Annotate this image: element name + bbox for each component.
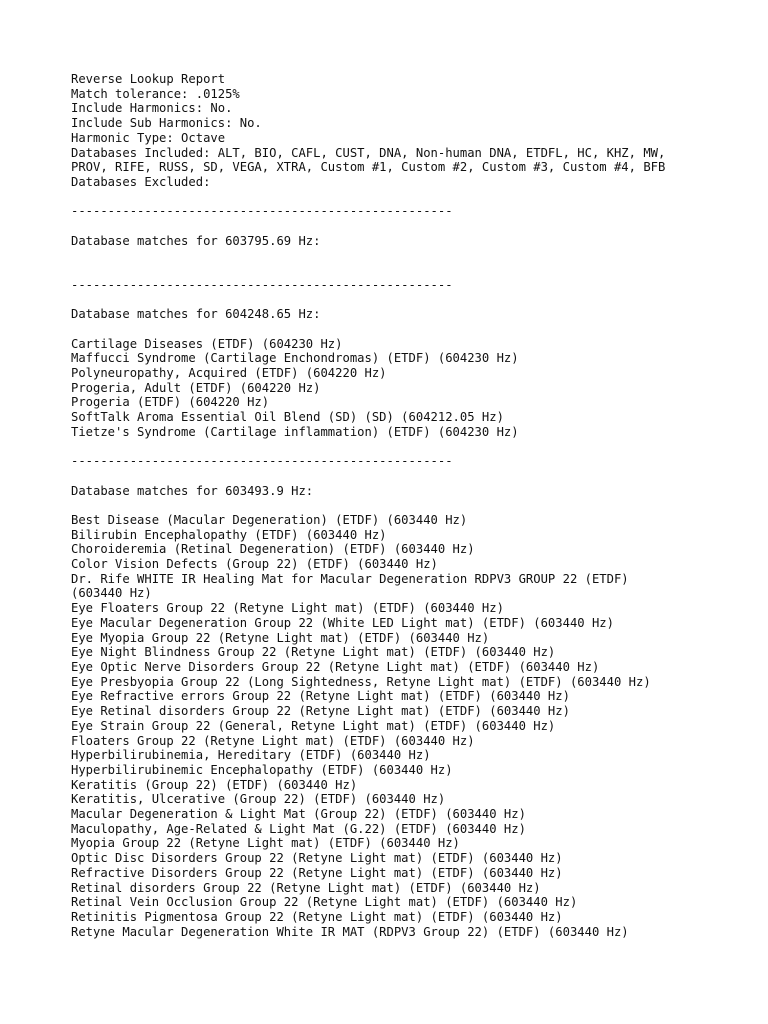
match-item: Progeria, Adult (ETDF) (604220 Hz) xyxy=(71,380,321,395)
match-item: Keratitis, Ulcerative (Group 22) (ETDF) (603440 Hz) xyxy=(71,792,446,807)
match-item: Hyperbilirubinemic Encephalopathy (ETDF) (603440 Hz) xyxy=(71,762,453,777)
match-item: Tietze's Syndrome (Cartilage inflammation) (ETDF) (604230 Hz) xyxy=(71,424,519,439)
match-item: Retyne Macular Degeneration White IR MAT (RDPV3 Group 22) (ETDF) (603440 Hz) xyxy=(71,924,629,939)
section-heading: Database matches for 604248.65 Hz: xyxy=(71,307,321,322)
match-item: Maculopathy, Age-Related & Light Mat (G.22) (ETDF) (603440 Hz) xyxy=(71,821,526,836)
separator: ---------------------------------------------------- xyxy=(71,454,453,469)
match-item: Best Disease (Macular Degeneration) (ETDF) (603440 Hz) xyxy=(71,512,468,527)
match-item: Eye Floaters Group 22 (Retyne Light mat) (ETDF) (603440 Hz) xyxy=(71,601,504,616)
match-item: Floaters Group 22 (Retyne Light mat) (ETDF) (603440 Hz) xyxy=(71,733,475,748)
match-item: Choroideremia (Retinal Degeneration) (ETDF) (603440 Hz) xyxy=(71,542,475,557)
match-item: Polyneuropathy, Acquired (ETDF) (604220 Hz) xyxy=(71,365,387,380)
match-item: (603440 Hz) xyxy=(71,586,152,601)
section-heading: Database matches for 603493.9 Hz: xyxy=(71,483,314,498)
databases-excluded: Databases Excluded: xyxy=(71,174,211,189)
separator: ---------------------------------------------------- xyxy=(71,204,453,219)
match-item: Macular Degeneration & Light Mat (Group 22) (ETDF) (603440 Hz) xyxy=(71,807,526,822)
match-item: Cartilage Diseases (ETDF) (604230 Hz) xyxy=(71,336,343,351)
match-item: Retinal disorders Group 22 (Retyne Light mat) (ETDF) (603440 Hz) xyxy=(71,880,541,895)
match-item: Eye Refractive errors Group 22 (Retyne Light mat) (ETDF) (603440 Hz) xyxy=(71,689,570,704)
include-sub-harmonics: Include Sub Harmonics: No. xyxy=(71,116,262,131)
match-item: Eye Night Blindness Group 22 (Retyne Light mat) (ETDF) (603440 Hz) xyxy=(71,645,556,660)
harmonic-type: Harmonic Type: Octave xyxy=(71,130,226,145)
match-item: Retinitis Pigmentosa Group 22 (Retyne Light mat) (ETDF) (603440 Hz) xyxy=(71,909,563,924)
match-item: SoftTalk Aroma Essential Oil Blend (SD) (SD) (604212.05 Hz) xyxy=(71,410,504,425)
match-item: Dr. Rife WHITE IR Healing Mat for Macular Degeneration RDPV3 GROUP 22 (ETDF) xyxy=(71,571,629,586)
match-item: Eye Optic Nerve Disorders Group 22 (Retyne Light mat) (ETDF) (603440 Hz) xyxy=(71,660,600,674)
match-list xyxy=(71,337,721,440)
match-item: Retinal Vein Occlusion Group 22 (Retyne Light mat) (ETDF) (603440 Hz) xyxy=(71,895,578,910)
match-item: Keratitis (Group 22) (ETDF) (603440 Hz) xyxy=(71,777,358,792)
separator: ---------------------------------------------------- xyxy=(71,277,453,292)
match-item: Bilirubin Encephalopathy (ETDF) (603440 Hz) xyxy=(71,527,387,542)
match-item: Optic Disc Disorders Group 22 (Retyne Light mat) (ETDF) (603440 Hz) xyxy=(71,851,563,866)
match-item: Maffucci Syndrome (Cartilage Enchondromas) (ETDF) (604230 Hz) xyxy=(71,351,519,366)
databases-included-line-1: Databases Included: ALT, BIO, CAFL, CUST, DNA, Non-human DNA, ETDFL, HC, KHZ, MW, xyxy=(71,145,666,160)
report-page xyxy=(71,72,721,939)
include-harmonics: Include Harmonics: No. xyxy=(71,101,233,116)
match-list xyxy=(71,513,721,939)
match-item: Eye Macular Degeneration Group 22 (White LED Light mat) (ETDF) (603440 Hz) xyxy=(71,615,614,630)
match-item: Progeria (ETDF) (604220 Hz) xyxy=(71,395,270,410)
match-item: Refractive Disorders Group 22 (Retyne Light mat) (ETDF) (603440 Hz) xyxy=(71,865,563,880)
match-item: Eye Strain Group 22 (General, Retyne Light mat) (ETDF) (603440 Hz) xyxy=(71,718,556,733)
match-tolerance: Match tolerance: .0125% xyxy=(71,86,240,101)
match-item: Hyperbilirubinemia, Hereditary (ETDF) (603440 Hz) xyxy=(71,748,431,763)
report-title: Reverse Lookup Report xyxy=(71,72,226,86)
section-heading: Database matches for 603795.69 Hz: xyxy=(71,233,321,248)
match-item: Eye Myopia Group 22 (Retyne Light mat) (ETDF) (603440 Hz) xyxy=(71,630,490,645)
match-item: Eye Retinal disorders Group 22 (Retyne Light mat) (ETDF) (603440 Hz) xyxy=(71,704,570,719)
match-item: Myopia Group 22 (Retyne Light mat) (ETDF) (603440 Hz) xyxy=(71,836,460,851)
match-item: Color Vision Defects (Group 22) (ETDF) (603440 Hz) xyxy=(71,557,438,572)
databases-included-line-2: PROV, RIFE, RUSS, SD, VEGA, XTRA, Custom #1, Custom #2, Custom #3, Custom #4, BFB xyxy=(71,160,666,175)
match-item: Eye Presbyopia Group 22 (Long Sightedness, Retyne Light mat) (ETDF) (603440 Hz) xyxy=(71,674,651,689)
